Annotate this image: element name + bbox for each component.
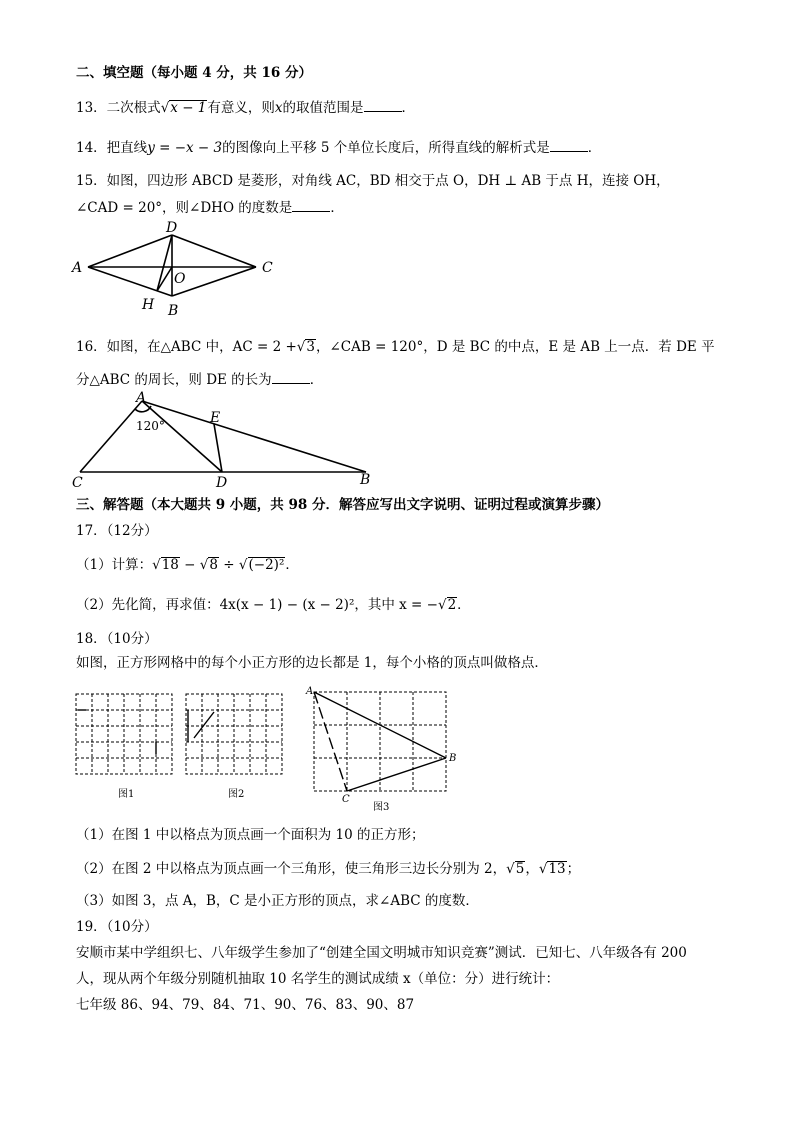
label-b: B	[449, 753, 457, 764]
question-16-line1: 16．如图，在△ABC 中，AC = 2 +√3，∠CAB = 120°，D 是 BC 的中点，E 是 AB 上一点．若 DE 平	[76, 339, 715, 355]
label-a: A	[72, 260, 83, 276]
answer-blank[interactable]	[272, 370, 310, 384]
question-17-title: 17．（12分）	[76, 523, 158, 539]
fig1-caption: 图1	[118, 789, 135, 800]
triangle-figure	[66, 390, 386, 490]
answer-blank[interactable]	[364, 98, 402, 112]
question-15-line2: ∠CAD = 20°，则∠DHO 的度数是 ．	[76, 200, 344, 216]
grid-1	[76, 694, 172, 774]
label-c: C	[262, 260, 273, 276]
question-19-title: 19．（10分）	[76, 919, 158, 935]
angle-label: 120°	[136, 419, 165, 433]
question-14: 14．把直线y = −x − 3的图像向上平移 5 个单位长度后，所得直线的解析式是 ．	[76, 140, 602, 156]
question-18-part3: （3）如图 3，点 A，B，C 是小正方形的顶点，求∠ABC 的度数．	[76, 893, 479, 909]
answer-blank[interactable]	[292, 198, 330, 212]
label-c: C	[342, 794, 350, 805]
question-19-line2: 人，现从两个年级分别随机抽取 10 名学生的测试成绩 x（单位：分）进行统计：	[76, 971, 560, 987]
question-18-title: 18．（10分）	[76, 631, 158, 647]
grid-2	[186, 694, 282, 774]
label-h: H	[142, 297, 155, 313]
section-heading-solution: 三、解答题（本大题共 9 小题，共 98 分．解答应写出文字说明、证明过程或演算步骤）	[76, 497, 609, 513]
label-c: C	[72, 475, 83, 490]
question-17-part2: （2）先化简，再求值：4x(x − 1) − (x − 2)²，其中 x = −√2．	[76, 597, 471, 613]
question-17-part1: （1）计算：√18 − √8 ÷ √(−2)²．	[76, 557, 299, 573]
fig3-caption: 图3	[373, 802, 390, 813]
question-18-part1: （1）在图 1 中以格点为顶点画一个面积为 10 的正方形；	[76, 827, 425, 843]
question-16-line2: 分△ABC 的周长，则 DE 的长为 ．	[76, 372, 324, 388]
label-a: A	[136, 390, 147, 406]
label-b: B	[168, 303, 179, 316]
label-a: A	[306, 686, 314, 697]
fig2-caption: 图2	[228, 789, 245, 800]
grid-3	[314, 692, 446, 791]
label-d: D	[166, 220, 178, 236]
label-o: O	[174, 271, 186, 287]
label-d: D	[216, 475, 228, 490]
rhombus-figure	[66, 216, 286, 316]
label-e: E	[210, 410, 221, 426]
question-19-grade7-scores: 七年级 86、94、79、84、71、90、76、83、90、87	[76, 997, 415, 1013]
grid-figures	[70, 686, 460, 816]
label-b: B	[360, 472, 371, 488]
answer-blank[interactable]	[550, 138, 588, 152]
question-18-part2: （2）在图 2 中以格点为顶点画一个三角形，使三角形三边长分别为 2，√5，√13；	[76, 861, 581, 877]
question-19-line1: 安顺市某中学组织七、八年级学生参加了“创建全国文明城市知识竞赛”测试．已知七、八年级各有 200	[76, 945, 687, 961]
question-18-intro: 如图，正方形网格中的每个小正方形的边长都是 1，每个小格的顶点叫做格点．	[76, 655, 548, 671]
question-15-line1: 15．如图，四边形 ABCD 是菱形，对角线 AC，BD 相交于点 O，DH ⊥ AB 于点 H，连接 OH，	[76, 173, 670, 189]
question-13: 13．二次根式√x − 1有意义，则x的取值范围是 ．	[76, 100, 416, 116]
section-heading-fill-in: 二、填空题（每小题 4 分，共 16 分）	[76, 65, 312, 81]
